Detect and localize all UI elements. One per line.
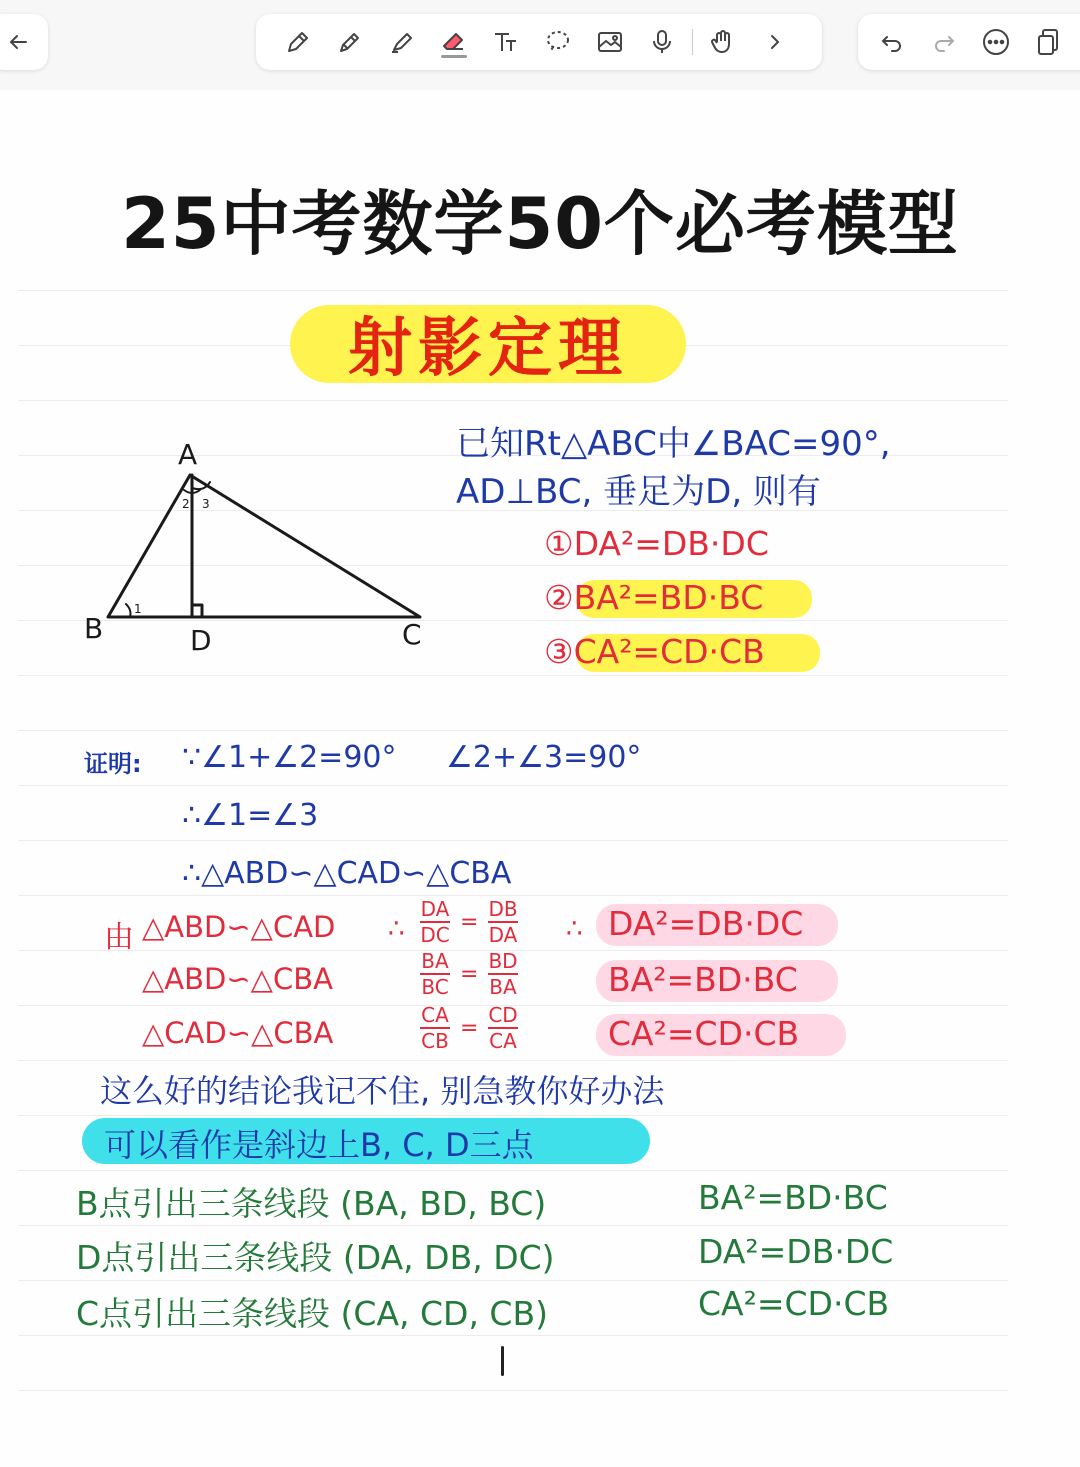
fraction-left-1 [420,898,450,946]
equals-sign: = [460,1016,479,1041]
given-line-2: AD⊥BC, 垂足为D, 则有 [456,472,821,512]
label-a: A [178,438,198,471]
page-title: 25中考数学50个必考模型 [121,183,959,265]
triangle-diagram [80,430,440,660]
pages-icon[interactable] [1022,14,1074,70]
equals-sign: = [460,910,479,935]
label-b: B [84,612,104,645]
ruled-line [18,1225,1008,1226]
derivation-result-2: BA²=BD·BC [608,960,798,999]
fraction-right-3 [488,1004,518,1052]
subtitle: 射影定理 [348,311,628,386]
back-toolbar [0,14,48,70]
angle-label-2: 2 [182,497,190,511]
fraction-denominator: BA [489,975,517,999]
text-icon[interactable] [480,14,532,70]
ruled-line [18,1280,1008,1281]
ruled-line [18,1390,1008,1391]
fraction-numerator: DA [420,897,450,921]
ruled-line [18,840,1008,841]
segment-line-b: B点引出三条线段 (BA, BD, BC) [76,1184,547,1223]
microphone-icon[interactable] [636,14,688,70]
image-icon[interactable] [584,14,636,70]
ruled-line [18,895,1008,896]
result-2: ②BA²=BD·BC [544,578,764,617]
derivation-result-3: CA²=CD·CB [608,1014,800,1053]
segment-eq-c: CA²=CD·CB [698,1284,890,1323]
fraction-numerator: CA [421,1003,449,1027]
angle-label-3: 3 [202,497,210,511]
ruled-line [18,785,1008,786]
ruled-line [18,1335,1008,1336]
equals-sign: = [460,962,479,987]
fraction-numerator: CD [488,1003,518,1027]
pencil-icon[interactable] [324,14,376,70]
eraser-icon[interactable] [428,14,480,70]
given-line-1: 已知Rt△ABC中∠BAC=90°, [456,424,891,464]
chevron-right-icon[interactable] [749,14,801,70]
tools-toolbar [256,14,822,70]
ruled-line [18,1115,1008,1116]
derivation-you: 由 [104,920,134,955]
fraction-numerator: DB [488,897,518,921]
ruled-line [18,1060,1008,1061]
segment-line-c: C点引出三条线段 (CA, CD, CB) [76,1294,548,1333]
fraction-denominator: DA [488,923,518,947]
fraction-denominator: CA [489,1029,517,1053]
ruled-line [18,290,1008,291]
redo-icon[interactable] [918,14,970,70]
fraction-right-2 [488,950,518,998]
label-c: C [402,618,422,651]
lasso-icon[interactable] [532,14,584,70]
result-1: ①DA²=DB·DC [544,524,769,563]
ruled-line [18,675,1008,676]
result-3: ③CA²=CD·CB [544,632,765,671]
proof-line-3: ∴△ABD∽△CAD∽△CBA [182,856,512,891]
proof-line-2: ∴∠1=∠3 [182,798,319,833]
similarity-3: △CAD∽△CBA [142,1016,334,1050]
ruled-line [18,730,1008,731]
fraction-left-2 [420,950,450,998]
similarity-2: △ABD∽△CBA [142,962,333,996]
therefore-symbol: ∴ [388,914,405,944]
derivation-result-1: DA²=DB·DC [608,904,804,943]
history-toolbar [858,14,1080,70]
pen-icon[interactable] [272,14,324,70]
segment-line-d: D点引出三条线段 (DA, DB, DC) [76,1238,555,1277]
trick-text: 可以看作是斜边上B, C, D三点 [104,1126,534,1164]
fraction-denominator: CB [421,1029,449,1053]
ruled-line [18,400,1008,401]
proof-line-1a: ∵∠1+∠2=90° [182,740,397,775]
text-cursor [501,1346,504,1376]
fraction-numerator: BA [421,949,449,973]
fraction-denominator: BC [421,975,449,999]
toolbar-divider [692,29,693,55]
similarity-1: △ABD∽△CAD [142,910,336,944]
fraction-left-3 [420,1004,450,1052]
ruled-line [18,1170,1008,1171]
therefore-symbol: ∴ [566,914,583,944]
hand-icon[interactable] [697,14,749,70]
segment-eq-b: BA²=BD·BC [698,1178,888,1217]
label-d: D [190,624,212,657]
undo-icon[interactable] [866,14,918,70]
fraction-numerator: BD [488,949,518,973]
fraction-right-1 [488,898,518,946]
proof-label: 证明: [84,750,142,778]
fraction-denominator: DC [420,923,450,947]
segment-eq-d: DA²=DB·DC [698,1232,894,1271]
tip-text: 这么好的结论我记不住, 别急教你好办法 [100,1072,665,1110]
proof-line-1b: ∠2+∠3=90° [446,740,642,775]
more-icon[interactable] [970,14,1022,70]
angle-label-1: 1 [134,602,142,616]
highlighter-icon[interactable] [376,14,428,70]
arrow-left-icon[interactable] [0,14,48,70]
